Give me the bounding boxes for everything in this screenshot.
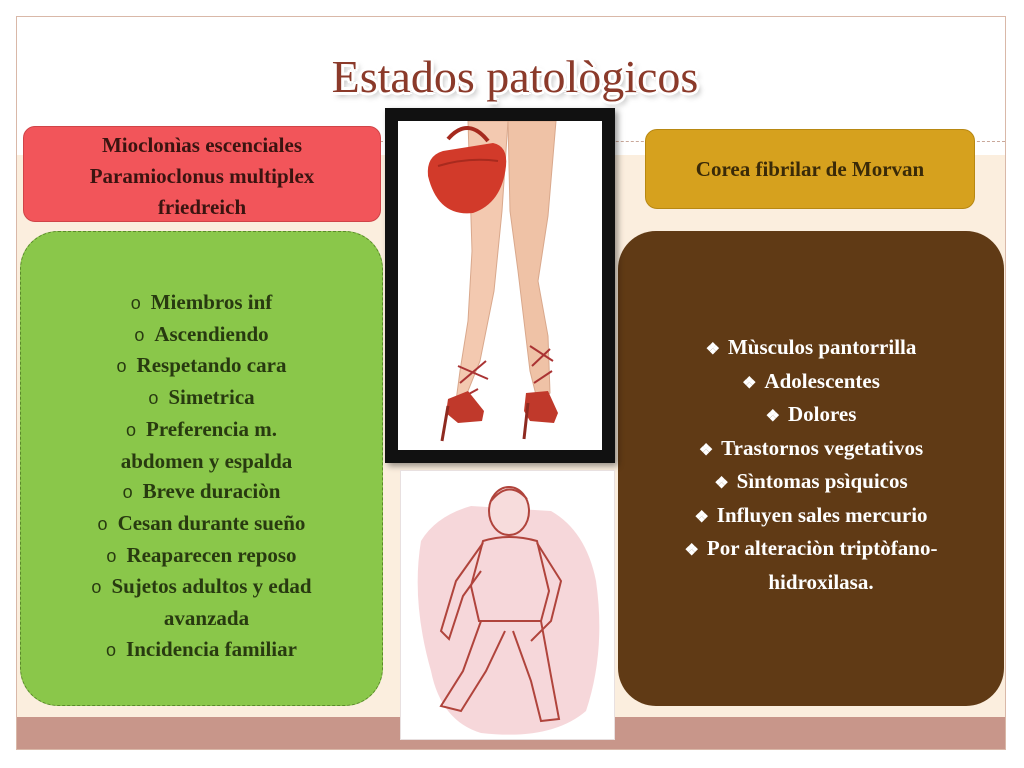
circle-bullet-icon: o <box>148 388 159 409</box>
list-item: ❖ Sìntomas psìquicos <box>714 469 908 493</box>
diamond-bullet-icon: ❖ <box>694 508 709 526</box>
list-item: o Incidencia familiar <box>106 636 297 661</box>
left-list-box <box>20 231 383 706</box>
right-list-box <box>618 231 1004 706</box>
list-item: o Reaparecen reposo <box>106 542 297 567</box>
list-item: ❖ Mùsculos pantorrilla <box>705 335 917 359</box>
list-item: ❖ Por alteraciòn triptòfano- <box>684 536 938 560</box>
diamond-bullet-icon: ❖ <box>742 374 757 392</box>
list-item: o Breve duraciòn <box>122 479 281 504</box>
circle-bullet-icon: o <box>122 482 133 503</box>
left-header-line: Paramioclonus multiplex <box>89 164 315 188</box>
list-item: ❖ Trastornos vegetativos <box>698 435 924 460</box>
list-item: o Ascendiendo <box>134 321 269 346</box>
circle-bullet-icon: o <box>97 513 108 534</box>
list-item: o Cesan durante sueño <box>97 510 306 535</box>
left-symptom-list <box>21 287 382 665</box>
right-header-box <box>645 129 975 209</box>
list-item: ❖ Influyen sales mercurio <box>694 502 928 527</box>
circle-bullet-icon: o <box>116 356 127 377</box>
list-item-continuation: abdomen y espalda <box>120 448 293 473</box>
circle-bullet-icon: o <box>106 545 117 566</box>
list-item: o Simetrica <box>148 385 255 410</box>
slide-title: Estados patològicos <box>331 51 699 102</box>
list-item: o Sujetos adultos y edad <box>91 574 312 599</box>
list-item: o Respetando cara <box>116 353 287 378</box>
legs-photo-frame <box>385 108 615 463</box>
list-item: o Preferencia m. <box>125 416 277 441</box>
list-item: ❖ Adolescentes <box>742 368 880 393</box>
right-header-label: Corea fibrilar de Morvan <box>695 156 925 181</box>
circle-bullet-icon: o <box>91 577 102 598</box>
circle-bullet-icon: o <box>130 293 141 313</box>
diamond-bullet-icon: ❖ <box>698 441 714 459</box>
list-item-continuation: hidroxilasa. <box>768 569 874 594</box>
left-header-line: friedreich <box>157 195 247 219</box>
diamond-bullet-icon: ❖ <box>714 475 729 492</box>
diamond-bullet-icon: ❖ <box>705 341 720 358</box>
diamond-bullet-icon: ❖ <box>684 542 699 559</box>
left-header-line: Mioclonìas escenciales <box>101 133 303 157</box>
list-item-continuation: avanzada <box>163 606 250 631</box>
diamond-bullet-icon: ❖ <box>765 408 780 425</box>
left-header-box <box>23 126 381 222</box>
right-symptom-list <box>618 332 1004 597</box>
circle-bullet-icon: o <box>134 324 145 345</box>
list-item: o Miembros inf <box>130 290 273 314</box>
circle-bullet-icon: o <box>125 419 136 440</box>
man-figure-sketch-icon <box>400 470 615 740</box>
list-item: ❖ Dolores <box>765 402 857 426</box>
circle-bullet-icon: o <box>106 639 117 660</box>
legs-with-red-bag-photo-icon <box>398 121 602 450</box>
